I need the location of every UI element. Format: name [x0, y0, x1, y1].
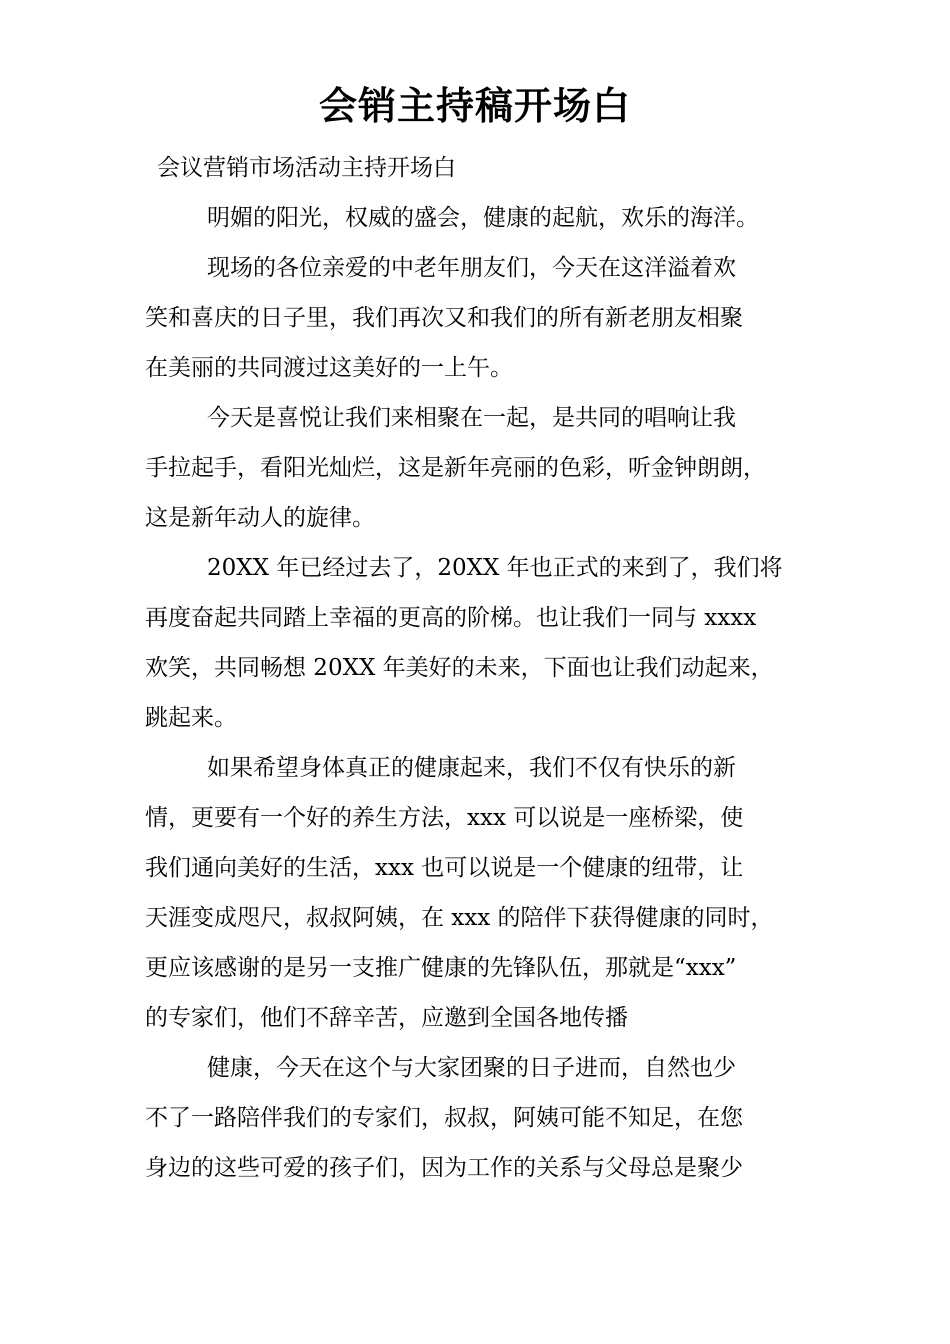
paragraph-1-line-1: 明媚的阳光，权威的盛会，健康的起航，欢乐的海洋。 — [207, 205, 759, 231]
document-title: 会销主持稿开场白 — [318, 83, 631, 128]
paragraph-3-line-2: 手拉起手，看阳光灿烂，这是新年亮丽的色彩，听金钟朗朗， — [145, 455, 766, 481]
paragraph-4-line-2: 再度奋起共同踏上幸福的更高的阶梯。也让我们一同与 xxxx — [145, 605, 757, 631]
paragraph-6-line-1: 健康，今天在这个与大家团聚的日子进而，自然也少 — [207, 1055, 736, 1081]
paragraph-3-line-3: 这是新年动人的旋律。 — [145, 505, 375, 531]
paragraph-5-line-2: 情，更要有一个好的养生方法，xxx 可以说是一座桥梁，使 — [145, 805, 744, 831]
paragraph-4-line-1: 20XX 年已经过去了，20XX 年也正式的来到了，我们将 — [207, 555, 783, 581]
paragraph-5-line-1: 如果希望身体真正的健康起来，我们不仅有快乐的新 — [207, 755, 736, 781]
paragraph-2-line-1: 现场的各位亲爱的中老年朋友们，今天在这洋溢着欢 — [207, 255, 736, 281]
paragraph-5-line-3: 我们通向美好的生活，xxx 也可以说是一个健康的纽带，让 — [145, 855, 744, 881]
paragraph-3-line-1: 今天是喜悦让我们来相聚在一起，是共同的唱响让我 — [207, 405, 736, 431]
paragraph-4-line-4: 跳起来。 — [145, 705, 237, 731]
paragraph-6-line-3: 身边的这些可爱的孩子们，因为工作的关系与父母总是聚少 — [145, 1155, 743, 1181]
paragraph-5-line-4: 天涯变成咫尺，叔叔阿姨，在 xxx 的陪伴下获得健康的同时， — [145, 905, 774, 931]
paragraph-5-line-6: 的专家们，他们不辞辛苦，应邀到全国各地传播 — [145, 1005, 628, 1031]
paragraph-6-line-2: 不了一路陪伴我们的专家们，叔叔，阿姨可能不知足，在您 — [145, 1105, 743, 1131]
paragraph-4-line-3: 欢笑，共同畅想 20XX 年美好的未来，下面也让我们动起来， — [145, 655, 774, 681]
paragraph-2-line-2: 笑和喜庆的日子里，我们再次又和我们的所有新老朋友相聚 — [145, 305, 743, 331]
paragraph-2-line-3: 在美丽的共同渡过这美好的一上午。 — [145, 355, 513, 381]
paragraph-5-line-5: 更应该感谢的是另一支推广健康的先锋队伍，那就是“xxx” — [145, 955, 737, 981]
document-subtitle: 会议营销市场活动主持开场白 — [157, 155, 456, 181]
